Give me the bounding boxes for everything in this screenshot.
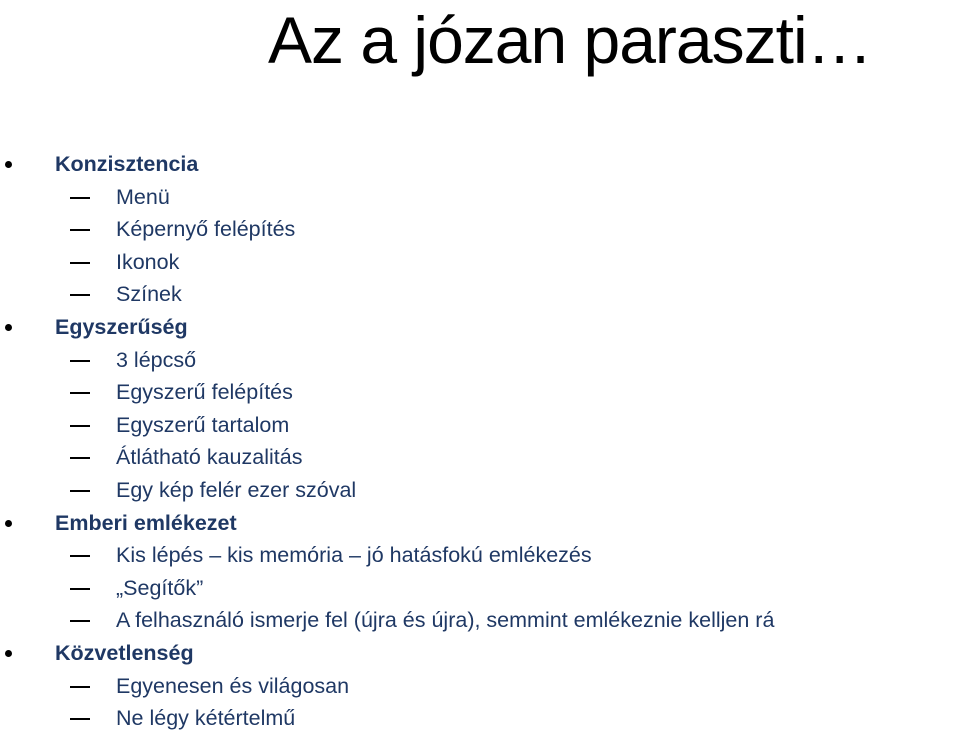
sub-item bbox=[0, 213, 960, 246]
bullet-item-kozvetlenseg bbox=[0, 637, 960, 670]
sub-item bbox=[0, 181, 960, 214]
sub-item-label: Egyenesen és világosan bbox=[116, 673, 350, 698]
sub-item bbox=[0, 539, 960, 572]
slide-title: Az a józan paraszti… bbox=[268, 3, 872, 77]
dash-icon bbox=[70, 294, 90, 296]
bullet-dot-icon bbox=[5, 520, 12, 527]
sub-item-label: Kis lépés – kis memória – jó hatásfokú emlékezés bbox=[116, 543, 592, 568]
sub-item bbox=[0, 474, 960, 507]
bullet-item-egyszeruseg bbox=[0, 311, 960, 344]
sub-item-label: A felhasználó ismerje fel (újra és újra), semmint emlékeznie kelljen rá bbox=[116, 608, 775, 633]
bullet-label: Emberi emlékezet bbox=[55, 510, 237, 535]
sub-item-label: Egyszerű felépítés bbox=[116, 380, 293, 405]
bullet-list bbox=[0, 148, 960, 735]
bullet-label: Egyszerűség bbox=[55, 314, 188, 339]
sub-item bbox=[0, 572, 960, 605]
bullet-label: Közvetlenség bbox=[55, 640, 194, 665]
dash-icon bbox=[70, 457, 90, 459]
sub-item-label: Képernyő felépítés bbox=[116, 217, 296, 242]
sub-item-label: „Segítők” bbox=[116, 575, 204, 600]
bullet-item-konzisztencia bbox=[0, 148, 960, 181]
dash-icon bbox=[70, 555, 90, 557]
sub-item bbox=[0, 278, 960, 311]
sub-item-label: 3 lépcső bbox=[116, 347, 197, 372]
sub-item-label: Ikonok bbox=[116, 249, 180, 274]
sub-item-label: Egyszerű tartalom bbox=[116, 412, 290, 437]
dash-icon bbox=[70, 392, 90, 394]
sub-item bbox=[0, 246, 960, 279]
dash-icon bbox=[70, 686, 90, 688]
sub-item bbox=[0, 670, 960, 703]
dash-icon bbox=[70, 360, 90, 362]
dash-icon bbox=[70, 229, 90, 231]
dash-icon bbox=[70, 620, 90, 622]
bullet-dot-icon bbox=[5, 161, 12, 168]
dash-icon bbox=[70, 718, 90, 720]
bullet-item-emberi-emlekezet bbox=[0, 507, 960, 540]
sub-item-label: Színek bbox=[116, 282, 182, 307]
sub-item-label: Menü bbox=[116, 184, 170, 209]
sub-item-label: Átlátható kauzalitás bbox=[116, 445, 303, 470]
sub-item bbox=[0, 409, 960, 442]
bullet-dot-icon bbox=[5, 324, 12, 331]
dash-icon bbox=[70, 197, 90, 199]
dash-icon bbox=[70, 425, 90, 427]
dash-icon bbox=[70, 588, 90, 590]
sub-item bbox=[0, 441, 960, 474]
sub-item-label: Egy kép felér ezer szóval bbox=[116, 477, 357, 502]
dash-icon bbox=[70, 262, 90, 264]
dash-icon bbox=[70, 490, 90, 492]
sub-item bbox=[0, 702, 960, 735]
sub-item bbox=[0, 376, 960, 409]
bullet-dot-icon bbox=[5, 650, 12, 657]
sub-item bbox=[0, 344, 960, 377]
bullet-label: Konzisztencia bbox=[55, 152, 199, 176]
sub-item-label: Ne légy kétértelmű bbox=[116, 706, 296, 731]
sub-item bbox=[0, 604, 960, 637]
